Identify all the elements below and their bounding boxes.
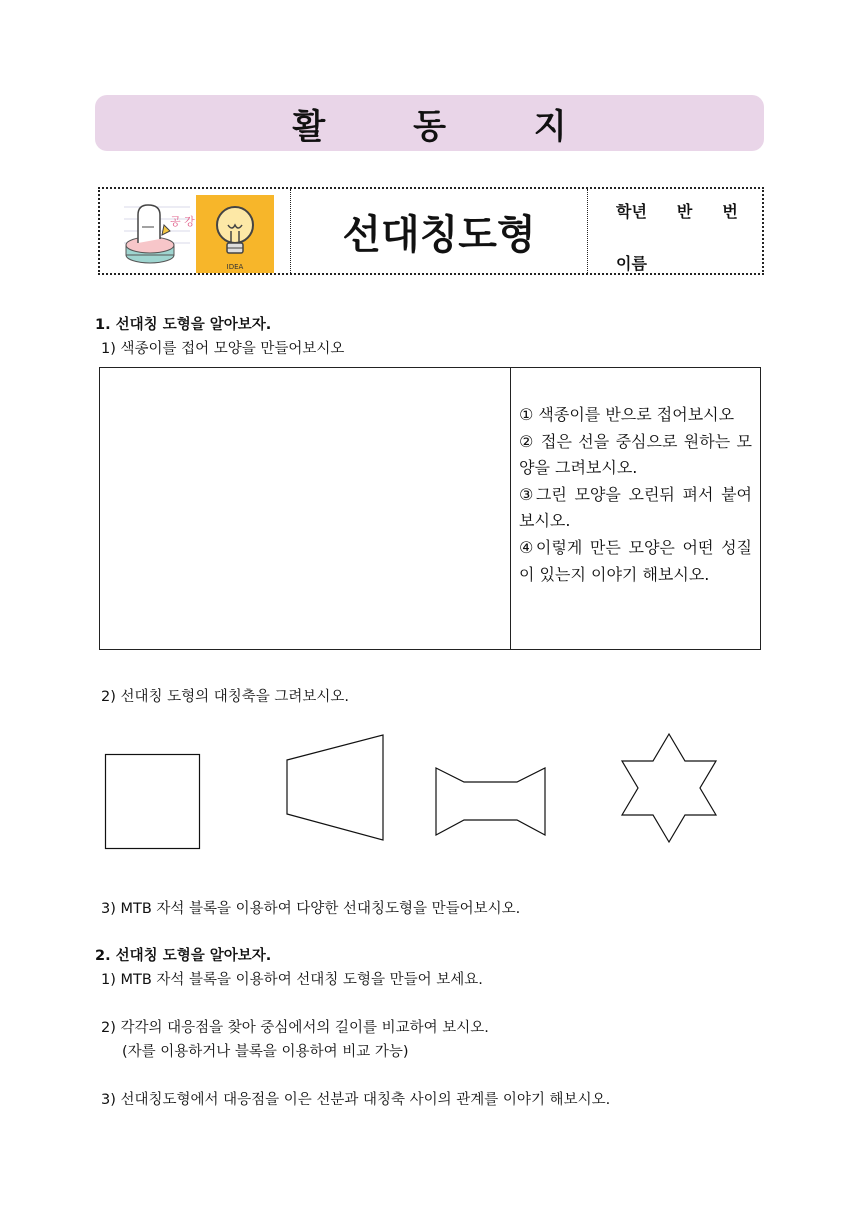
number-label: 번 <box>722 202 738 221</box>
section-2-item-2: 2) 각각의 대응점을 찾아 중심에서의 길이를 비교하여 보시오. <box>101 1020 489 1036</box>
table-divider <box>510 368 511 649</box>
section-2-item-2-note: (자를 이용하거나 블록을 이용하여 비교 가능) <box>122 1044 409 1060</box>
worksheet-title: 활 동 지 <box>292 106 605 147</box>
grade-label: 학년 <box>616 202 647 221</box>
fold-steps <box>519 402 752 588</box>
student-info <box>592 189 762 273</box>
fold-step: ③그린 모양을 오린뒤 펴서 붙여보시오. <box>519 484 752 531</box>
bowtie-shape <box>436 768 545 835</box>
section-2-item-1: 1) MTB 자석 블록을 이용하여 선대칭 도형을 만들어 보세요. <box>101 972 483 988</box>
logo-text: IDEA <box>226 263 244 271</box>
section-1-heading: 1. 선대칭 도형을 알아보자. <box>95 317 272 333</box>
logo-handwriting: 공 강 <box>170 215 195 228</box>
section-1-item-1: 1) 색종이를 접어 모양을 만들어보시오 <box>101 341 345 357</box>
folding-activity-table <box>99 367 761 650</box>
trapezoid-shape <box>287 735 383 840</box>
section-1-item-2: 2) 선대칭 도형의 대칭축을 그려보시오. <box>101 689 350 705</box>
header-divider <box>587 189 588 273</box>
hexagram-shape <box>622 734 716 842</box>
fold-step: ④이렇게 만든 모양은 어떤 성질이 있는지 이야기 해보시오. <box>519 537 752 584</box>
square-shape <box>106 755 200 849</box>
fold-step: ① 색종이를 반으로 접어보시오 <box>519 405 735 424</box>
fold-step: ② 접은 선을 중심으로 원하는 모양을 그려보시오. <box>519 431 752 478</box>
header-divider <box>290 189 291 273</box>
section-2-item-3: 3) 선대칭도형에서 대응점을 이은 선분과 대칭축 사이의 관계를 이야기 해보시오. <box>101 1092 611 1108</box>
section-1-item-3: 3) MTB 자석 블록을 이용하여 다양한 선대칭도형을 만들어보시오. <box>101 901 521 917</box>
section-2-heading: 2. 선대칭 도형을 알아보자. <box>95 948 272 964</box>
lesson-title: 선대칭도형 <box>342 211 536 258</box>
handwriting-logo-icon <box>124 197 195 267</box>
class-label: 반 <box>676 202 693 221</box>
name-label: 이름 <box>616 254 647 273</box>
grade-class-number <box>616 199 738 222</box>
lightbulb-idea-icon <box>196 195 274 273</box>
lesson-header <box>98 187 764 275</box>
worksheet-banner <box>95 95 764 151</box>
